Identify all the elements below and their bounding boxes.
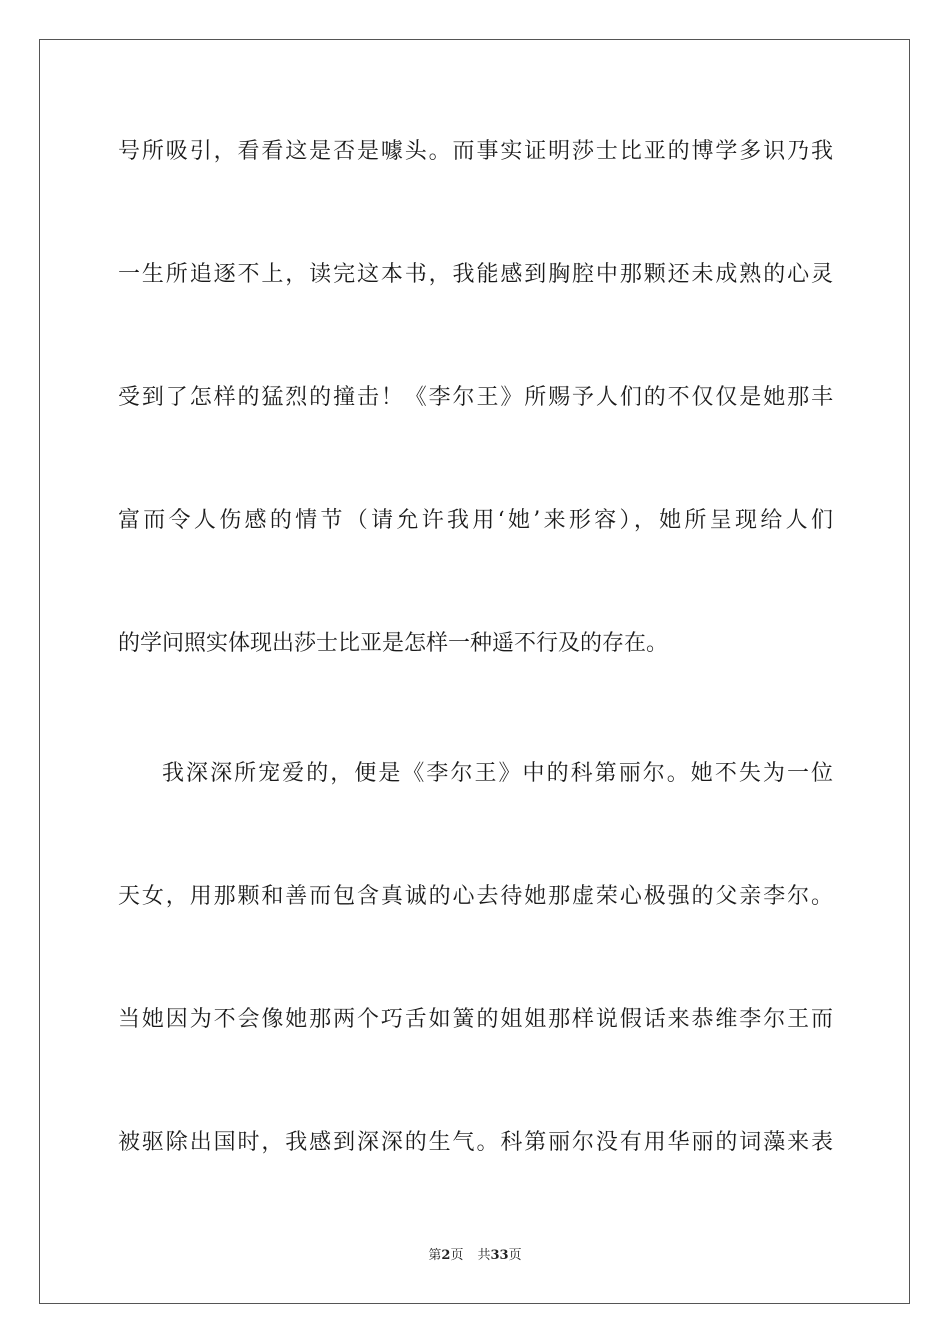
text-line-8: 当她因为不会像她那两个巧舌如簧的姐姐那样说假话来恭维李尔王而 xyxy=(118,1007,833,1032)
text-line-9: 被驱除出国时，我感到深深的生气。科第丽尔没有用华丽的词藻来表 xyxy=(118,1130,833,1155)
text-line-1: 号所吸引，看看这是否是噱头。而事实证明莎士比亚的博学多识乃我 xyxy=(118,139,833,164)
text-line-3: 受到了怎样的猛烈的撞击！《李尔王》所赐予人们的不仅仅是她那丰 xyxy=(118,385,833,410)
page-number: 2 xyxy=(441,1248,451,1263)
total-suffix: 页 xyxy=(508,1248,522,1263)
page-suffix: 页 xyxy=(450,1248,464,1263)
text-line-2: 一生所追逐不上，读完这本书，我能感到胸腔中那颗还未成熟的心灵 xyxy=(118,262,833,287)
text-line-7: 天女，用那颗和善而包含真诚的心去待她那虚荣心极强的父亲李尔。 xyxy=(118,884,833,909)
page-border xyxy=(39,39,910,1304)
page-footer xyxy=(0,1247,950,1265)
total-prefix: 共 xyxy=(477,1248,491,1263)
text-line-6-paragraph-start: 我深深所宠爱的，便是《李尔王》中的科第丽尔。她不失为一位 xyxy=(162,761,833,786)
text-line-5: 的学问照实体现出莎士比亚是怎样一种遥不行及的存在。 xyxy=(118,631,669,656)
total-pages: 33 xyxy=(490,1248,509,1263)
text-line-4: 富而令人伤感的情节（请允许我用‘她’来形容），她所呈现给人们 xyxy=(118,508,833,533)
page-prefix: 第 xyxy=(428,1248,442,1263)
